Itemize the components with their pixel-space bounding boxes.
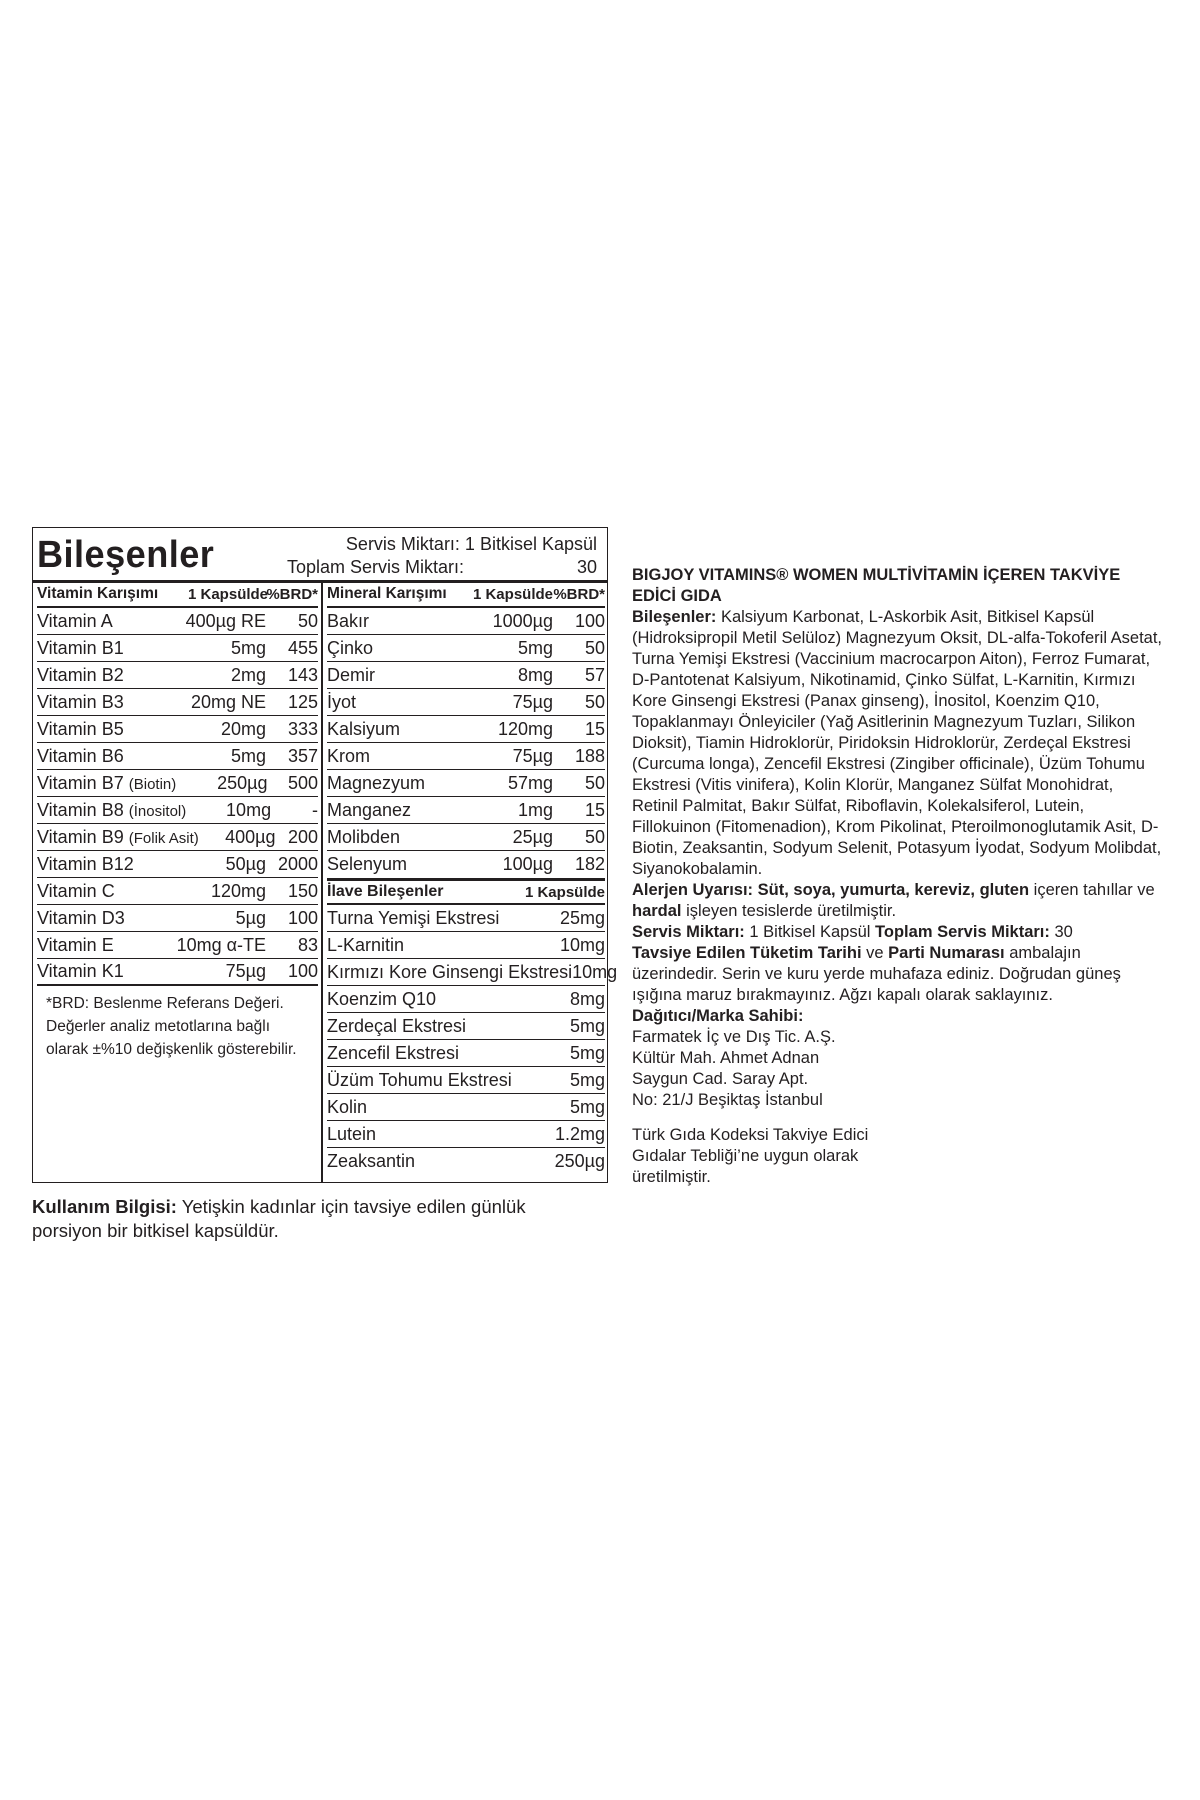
codex-statement bbox=[632, 1125, 1162, 1188]
vitamin-amount: 400µg RE bbox=[185, 610, 266, 631]
additional-header-amount: 1 Kapsülde bbox=[524, 883, 605, 901]
vitamin-name-text: Vitamin C bbox=[37, 880, 115, 901]
storage-text: ambalajın üzerindedir. Serin ve kuru yerde muhafaza ediniz. Doğrudan güneş ışığına maruz bırakmayınız. Ağzı kapalı olarak saklayınız. bbox=[632, 944, 1121, 1004]
vitamin-row bbox=[37, 662, 318, 689]
footnote-line: Değerler analiz metotlarına bağlı bbox=[46, 1018, 271, 1035]
mineral-amount: 5mg bbox=[517, 637, 553, 658]
footnote-line: olarak ±%10 değişkenlik gösterebilir. bbox=[46, 1041, 297, 1058]
vitamin-row bbox=[37, 905, 318, 932]
vitamin-name-text: Vitamin B2 bbox=[37, 664, 124, 685]
distributor-address bbox=[632, 1027, 1162, 1111]
additional-row bbox=[327, 1094, 605, 1121]
vitamin-amount: 10mg α-TE bbox=[176, 934, 266, 955]
vitamin-name bbox=[37, 935, 172, 956]
vitamin-row bbox=[37, 608, 318, 635]
vitamin-pct: 500 bbox=[287, 772, 318, 793]
vitamin-pct: 455 bbox=[287, 637, 318, 658]
mineral-amount: 120mg bbox=[497, 718, 553, 739]
vitamin-pct: 200 bbox=[287, 826, 318, 847]
mineral-header-amount: 1 Kapsülde bbox=[472, 585, 553, 603]
additional-name: Koenzim Q10 bbox=[327, 988, 437, 1009]
vitamin-name-text: Vitamin B9 bbox=[37, 826, 124, 847]
additional-amount: 5mg bbox=[569, 1015, 605, 1036]
vitamin-pct: 125 bbox=[287, 691, 318, 712]
mineral-pct: 50 bbox=[584, 826, 605, 847]
product-title: BIGJOY VITAMINS® WOMEN MULTİVİTAMİN İÇEREN TAKVİYE EDİCİ GIDA bbox=[632, 566, 1121, 605]
additional-name: Zencefil Ekstresi bbox=[327, 1042, 460, 1063]
mineral-row bbox=[327, 743, 605, 770]
additional-amount: 250µg bbox=[554, 1151, 605, 1171]
vitamin-name-text: Vitamin D3 bbox=[37, 907, 125, 928]
total-servings-value: 30 bbox=[576, 557, 597, 577]
serving-label: Servis Miktarı: bbox=[632, 923, 745, 941]
mineral-name: Kalsiyum bbox=[327, 718, 401, 739]
mineral-name: Bakır bbox=[327, 610, 370, 631]
vitamin-name bbox=[37, 908, 172, 929]
additional-table-header bbox=[327, 878, 605, 905]
additional-name: Turna Yemişi Ekstresi bbox=[327, 907, 500, 928]
vitamin-amount: 2mg bbox=[230, 664, 266, 685]
vitamin-amount: 20mg NE bbox=[190, 691, 266, 712]
additional-amount: 1.2mg bbox=[554, 1123, 605, 1144]
total-servings-label: Toplam Servis Miktarı: bbox=[287, 557, 465, 577]
vitamin-amount: 120mg bbox=[210, 880, 266, 901]
mineral-amount: 57mg bbox=[507, 772, 553, 793]
codex-line: Türk Gıda Kodeksi Takviye Edici bbox=[632, 1126, 869, 1144]
allergen-list-2: hardal bbox=[632, 902, 682, 920]
vitamin-amount: 400µg bbox=[225, 826, 276, 847]
mineral-header-name: Mineral Karışımı bbox=[327, 585, 447, 602]
vitamin-pct: 143 bbox=[287, 664, 318, 685]
allergen-list: Süt, soya, yumurta, kereviz, gluten bbox=[753, 881, 1030, 899]
vitamin-pct: 150 bbox=[287, 880, 318, 901]
vitamin-table bbox=[37, 582, 318, 986]
distributor-line: Kültür Mah. Ahmet Adnan bbox=[632, 1049, 820, 1067]
vitamin-pct: 50 bbox=[297, 610, 318, 631]
vitamin-row bbox=[37, 689, 318, 716]
vitamin-header-amount: 1 Kapsülde bbox=[188, 585, 269, 603]
additional-amount: 5mg bbox=[569, 1042, 605, 1063]
vitamin-pct: 100 bbox=[287, 961, 318, 981]
ingredients-text: Kalsiyum Karbonat, L-Askorbik Asit, Bitkisel Kapsül (Hidroksipropil Metil Selüloz) Magnezyum Oksit, DL-alfa-Tokoferil Asetat, Turna Yemişi Ekstresi (Vaccinium macrocarpon Aiton), Ferroz Fumarat, D-Pantotenat Kalsiyum, Nikotinamid, Çinko Sülfat, L-Karnitin, Kırmızı Kore Ginsengi Ekstresi (Panax ginseng), İnositol, Koenzim Q10, Topaklanmayı Önleyiciler (Yağ Asitlerinin Magnezyum Tuzları, Silikon Dioksit), Tiamin Hidroklorür, Piridoksin Hidroklorür, Zerdeçal Ekstresi (Curcuma longa), Zencefil Ekstresi (Zingiber officinale), Üzüm Tohumu Ekstresi (Vitis vinifera), Kolin Klorür, Manganez Sülfat Monohidrat, Retinil Palmitat, Bakır Sülfat, Riboflavin, Kolekalsiferol, Lutein, Fillokuinon (Fitomenadion), Krom Pikolinat, Pteroilmonoglutamik Asit, D-Biotin, Zeaksantin, Sodyum Selenit, Potasyum İyodat, Sodyum Molibdat, Siyanokobalamin. bbox=[632, 608, 1163, 878]
additional-name: Lutein bbox=[327, 1123, 377, 1144]
mineral-amount: 1000µg bbox=[492, 610, 553, 631]
serving-paragraph bbox=[632, 922, 1162, 943]
additional-name: Kırmızı Kore Ginsengi Ekstresi bbox=[327, 961, 573, 982]
mineral-name: Çinko bbox=[327, 637, 374, 658]
additional-amount: 10mg bbox=[559, 934, 605, 955]
vitamin-name-text: Vitamin E bbox=[37, 934, 114, 955]
column-divider bbox=[321, 580, 323, 1182]
mineral-amount: 100µg bbox=[502, 854, 553, 874]
mineral-row bbox=[327, 716, 605, 743]
mineral-amount: 1mg bbox=[517, 799, 553, 820]
vitamin-name-note: (Folik Asit) bbox=[128, 829, 199, 847]
mineral-header-pct: %BRD* bbox=[553, 585, 605, 603]
vitamin-amount: 10mg bbox=[226, 799, 272, 820]
ingredients-paragraph bbox=[632, 607, 1162, 880]
vitamin-pct: 2000 bbox=[277, 853, 318, 874]
additional-row bbox=[327, 1040, 605, 1067]
mineral-name: Demir bbox=[327, 664, 375, 685]
vitamin-pct: 357 bbox=[287, 745, 318, 766]
lot-label: Parti Numarası bbox=[888, 944, 1005, 962]
additional-row bbox=[327, 1013, 605, 1040]
distributor-line: Saygun Cad. Saray Apt. bbox=[632, 1070, 809, 1088]
distributor-line: Farmatek İç ve Dış Tic. A.Ş. bbox=[632, 1028, 836, 1046]
vitamin-name bbox=[37, 827, 199, 848]
additional-header-name: İlave Bileşenler bbox=[327, 883, 444, 900]
expiry-mid: ve bbox=[861, 944, 889, 962]
vitamin-amount: 50µg bbox=[225, 853, 266, 874]
panel-title: Bileşenler bbox=[37, 534, 215, 576]
additional-row bbox=[327, 986, 605, 1013]
additional-amount: 8mg bbox=[569, 988, 605, 1009]
product-info bbox=[632, 565, 1162, 1188]
mineral-name: Krom bbox=[327, 745, 371, 766]
additional-amount: 10mg bbox=[572, 961, 618, 982]
mineral-pct: 182 bbox=[574, 854, 605, 874]
vitamin-name-text: Vitamin B6 bbox=[37, 745, 124, 766]
total-servings bbox=[287, 556, 597, 579]
additional-amount: 25mg bbox=[559, 907, 605, 928]
additional-name: Kolin bbox=[327, 1096, 368, 1117]
vitamin-name bbox=[37, 854, 172, 875]
allergen-paragraph bbox=[632, 880, 1162, 922]
usage-label: Kullanım Bilgisi: bbox=[32, 1196, 177, 1217]
mineral-name: Magnezyum bbox=[327, 772, 426, 793]
additional-row bbox=[327, 1121, 605, 1148]
vitamin-name-text: Vitamin A bbox=[37, 610, 113, 631]
vitamin-table-header bbox=[37, 582, 318, 608]
total-value: 30 bbox=[1049, 923, 1073, 941]
mineral-amount: 8mg bbox=[517, 664, 553, 685]
vitamin-row bbox=[37, 716, 318, 743]
mineral-name: Selenyum bbox=[327, 854, 408, 874]
additional-row bbox=[327, 1148, 605, 1175]
vitamin-name bbox=[37, 961, 172, 982]
mineral-table bbox=[327, 582, 618, 1175]
vitamin-name-text: Vitamin B1 bbox=[37, 637, 124, 658]
allergen-label: Alerjen Uyarısı: bbox=[632, 881, 754, 899]
mineral-amount: 75µg bbox=[512, 745, 553, 766]
vitamin-pct: 333 bbox=[287, 718, 318, 739]
vitamin-header-pct: %BRD* bbox=[266, 585, 318, 603]
mineral-table-header bbox=[327, 582, 605, 608]
additional-row bbox=[327, 1067, 605, 1094]
ingredients-label: Bileşenler: bbox=[632, 608, 717, 626]
vitamin-row bbox=[37, 932, 318, 959]
vitamin-amount: 5mg bbox=[230, 637, 266, 658]
distributor-label: Dağıtıcı/Marka Sahibi: bbox=[632, 1007, 804, 1025]
allergen-mid: içeren tahıllar ve bbox=[1029, 881, 1155, 899]
expiry-label: Tavsiye Edilen Tüketim Tarihi bbox=[632, 944, 862, 962]
vitamin-row bbox=[37, 959, 318, 986]
mineral-pct: 50 bbox=[584, 772, 605, 793]
vitamin-name bbox=[37, 611, 172, 632]
usage-info bbox=[32, 1195, 592, 1243]
vitamin-pct: 83 bbox=[297, 934, 318, 955]
mineral-row bbox=[327, 851, 605, 878]
vitamin-name-note: (Biotin) bbox=[128, 775, 177, 793]
vitamin-rows bbox=[37, 608, 318, 986]
vitamin-name-text: Vitamin B7 bbox=[37, 772, 124, 793]
vitamin-pct: - bbox=[312, 799, 318, 820]
mineral-rows bbox=[327, 608, 605, 878]
vitamin-pct: 100 bbox=[287, 907, 318, 928]
vitamin-row bbox=[37, 851, 318, 878]
mineral-pct: 188 bbox=[574, 745, 605, 766]
distributor-line: No: 21/J Beşiktaş İstanbul bbox=[632, 1091, 823, 1109]
vitamin-row bbox=[37, 824, 318, 851]
mineral-row bbox=[327, 635, 605, 662]
mineral-pct: 15 bbox=[584, 718, 605, 739]
additional-name: Üzüm Tohumu Ekstresi bbox=[327, 1069, 512, 1090]
vitamin-name-text: Vitamin K1 bbox=[37, 961, 124, 981]
vitamin-name bbox=[37, 638, 172, 659]
additional-rows bbox=[327, 905, 618, 1175]
vitamin-name bbox=[37, 746, 172, 767]
mineral-pct: 100 bbox=[574, 610, 605, 631]
additional-row bbox=[327, 959, 618, 986]
vitamin-header-name: Vitamin Karışımı bbox=[37, 585, 159, 602]
mineral-row bbox=[327, 689, 605, 716]
additional-name: L-Karnitin bbox=[327, 934, 405, 955]
codex-line: üretilmiştir. bbox=[632, 1168, 711, 1186]
mineral-name: Molibden bbox=[327, 826, 401, 847]
additional-row bbox=[327, 905, 605, 932]
footnote-line: *BRD: Beslenme Referans Değeri. bbox=[46, 995, 284, 1012]
vitamin-name bbox=[37, 800, 186, 821]
vitamin-row bbox=[37, 797, 318, 824]
additional-amount: 5mg bbox=[569, 1096, 605, 1117]
vitamin-row bbox=[37, 743, 318, 770]
vitamin-name-text: Vitamin B5 bbox=[37, 718, 124, 739]
vitamin-name-text: Vitamin B8 bbox=[37, 799, 124, 820]
mineral-pct: 50 bbox=[584, 637, 605, 658]
additional-amount: 5mg bbox=[569, 1069, 605, 1090]
vitamin-name-text: Vitamin B12 bbox=[37, 853, 134, 874]
serving-info bbox=[287, 533, 597, 579]
vitamin-amount: 20mg bbox=[220, 718, 266, 739]
mineral-name: Manganez bbox=[327, 799, 412, 820]
additional-name: Zeaksantin bbox=[327, 1151, 416, 1171]
vitamin-amount: 250µg bbox=[217, 772, 268, 793]
vitamin-row bbox=[37, 770, 318, 797]
mineral-row bbox=[327, 824, 605, 851]
additional-name: Zerdeçal Ekstresi bbox=[327, 1015, 467, 1036]
mineral-pct: 57 bbox=[584, 664, 605, 685]
storage-paragraph bbox=[632, 943, 1162, 1006]
vitamin-row bbox=[37, 878, 318, 905]
vitamin-name bbox=[37, 692, 172, 713]
mineral-pct: 15 bbox=[584, 799, 605, 820]
serving-size: Servis Miktarı: 1 Bitkisel Kapsül bbox=[345, 534, 597, 554]
mineral-row bbox=[327, 608, 605, 635]
codex-line: Gıdalar Tebliği’ne uygun olarak bbox=[632, 1147, 859, 1165]
mineral-row bbox=[327, 770, 605, 797]
vitamin-name bbox=[37, 665, 172, 686]
vitamin-amount: 75µg bbox=[225, 961, 266, 981]
allergen-end: işleyen tesislerde üretilmiştir. bbox=[681, 902, 897, 920]
mineral-pct: 50 bbox=[584, 691, 605, 712]
mineral-amount: 75µg bbox=[512, 691, 553, 712]
vitamin-amount: 5mg bbox=[230, 745, 266, 766]
vitamin-name bbox=[37, 881, 172, 902]
vitamin-name bbox=[37, 773, 176, 794]
additional-row bbox=[327, 932, 605, 959]
total-label: Toplam Servis Miktarı: bbox=[875, 923, 1050, 941]
vitamin-name-note: (İnositol) bbox=[128, 802, 187, 820]
mineral-row bbox=[327, 797, 605, 824]
usage-text: Yetişkin kadınlar için tavsiye edilen günlük porsiyon bir bitkisel kapsüldür. bbox=[32, 1196, 526, 1241]
vitamin-name-text: Vitamin B3 bbox=[37, 691, 124, 712]
serving-value: 1 Bitkisel Kapsül bbox=[744, 923, 876, 941]
vitamin-name bbox=[37, 719, 172, 740]
vitamin-amount: 5µg bbox=[235, 907, 266, 928]
footnote bbox=[46, 992, 318, 1061]
vitamin-row bbox=[37, 635, 318, 662]
mineral-row bbox=[327, 662, 605, 689]
mineral-name: İyot bbox=[327, 691, 357, 712]
supplement-facts-panel bbox=[32, 527, 618, 1183]
mineral-amount: 25µg bbox=[512, 826, 553, 847]
